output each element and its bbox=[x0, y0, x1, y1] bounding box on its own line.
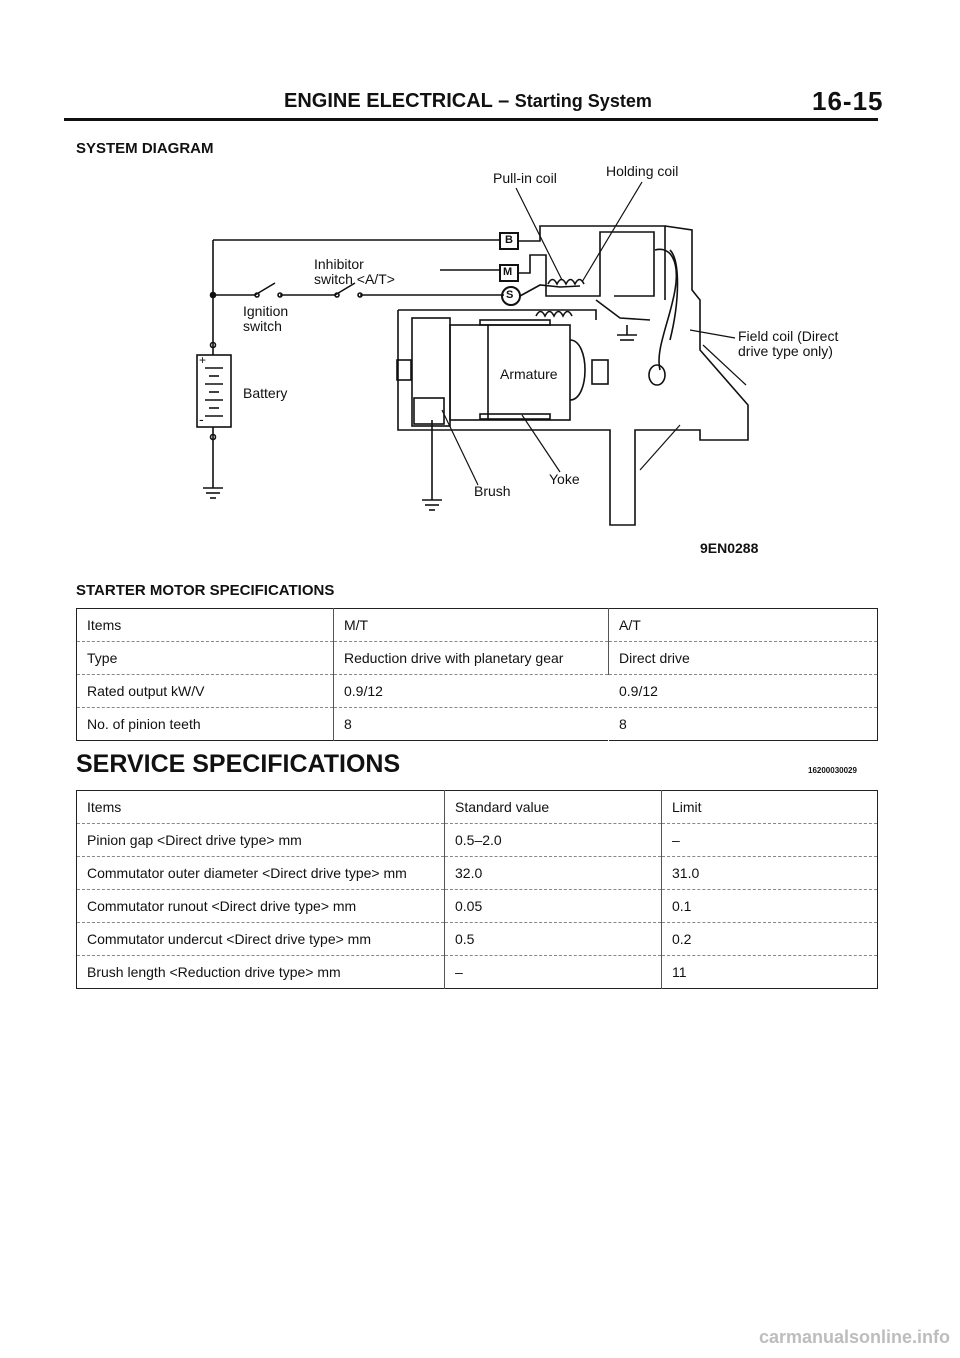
terminal-s-label: S bbox=[506, 289, 514, 301]
header-subtitle: Starting System bbox=[514, 91, 652, 111]
system-diagram-heading: SYSTEM DIAGRAM bbox=[76, 140, 214, 157]
table-row bbox=[77, 857, 878, 890]
table-cell: 0.9/12 bbox=[334, 675, 609, 708]
label-field-coil-line1: Field coil (Direct bbox=[738, 328, 839, 344]
label-field-coil-line2: drive type only) bbox=[738, 343, 833, 359]
brush-ground bbox=[422, 420, 442, 510]
table-cell: 0.05 bbox=[445, 890, 662, 923]
table-cell: Limit bbox=[662, 791, 878, 824]
table-cell: 0.9/12 bbox=[609, 675, 878, 708]
table-cell: Rated output kW/V bbox=[77, 675, 334, 708]
table-cell: Standard value bbox=[445, 791, 662, 824]
table-cell: A/T bbox=[609, 609, 878, 642]
label-pull-in-coil: Pull-in coil bbox=[493, 170, 557, 186]
watermark: carmanualsonline.info bbox=[758, 1327, 950, 1347]
starter-specs-table bbox=[76, 608, 878, 741]
table-cell: 32.0 bbox=[445, 857, 662, 890]
table-cell: Items bbox=[87, 617, 122, 633]
table-cell: Commutator undercut <Direct drive type> mm bbox=[77, 923, 445, 956]
table-cell: No. of pinion teeth bbox=[77, 708, 334, 741]
solenoid-ground bbox=[617, 325, 637, 340]
table-cell: Commutator outer diameter <Direct drive type> mm bbox=[77, 857, 445, 890]
service-specs-ref: 16200030029 bbox=[808, 766, 857, 775]
table-cell: 0.5 bbox=[445, 923, 662, 956]
table-cell: 0.1 bbox=[662, 890, 878, 923]
table-row bbox=[77, 923, 878, 956]
table-cell: Type bbox=[77, 642, 334, 675]
svg-text:-: - bbox=[199, 411, 204, 427]
table-cell: 0.2 bbox=[662, 923, 878, 956]
table-cell: 0.5–2.0 bbox=[445, 824, 662, 857]
label-ignition-line1: Ignition bbox=[243, 303, 289, 319]
table-cell: Pinion gap <Direct drive type> mm bbox=[77, 824, 445, 857]
table-row bbox=[77, 708, 878, 741]
terminal-b-label: B bbox=[505, 234, 513, 246]
label-brush: Brush bbox=[474, 483, 511, 499]
table-row bbox=[77, 956, 878, 989]
terminal-m-label: M bbox=[503, 266, 513, 278]
table-cell: 31.0 bbox=[662, 857, 878, 890]
table-row bbox=[77, 675, 878, 708]
table-row bbox=[77, 791, 878, 824]
battery-symbol bbox=[197, 343, 231, 499]
label-battery: Battery bbox=[243, 385, 288, 401]
svg-text:+: + bbox=[199, 353, 207, 367]
table-cell: 8 bbox=[609, 708, 878, 741]
table-row bbox=[77, 609, 878, 642]
table-cell: 8 bbox=[334, 708, 609, 741]
page-number: 16-15 bbox=[812, 86, 884, 116]
table-cell: Commutator runout <Direct drive type> mm bbox=[77, 890, 445, 923]
label-ignition-line2: switch bbox=[243, 318, 282, 334]
header-dash: – bbox=[498, 90, 510, 112]
solenoid-body bbox=[518, 226, 678, 385]
figure-code: 9EN0288 bbox=[700, 540, 759, 556]
service-specs-table bbox=[76, 790, 878, 989]
table-cell: Brush length <Reduction drive type> mm bbox=[77, 956, 445, 989]
label-yoke: Yoke bbox=[549, 471, 580, 487]
table-cell: – bbox=[662, 824, 878, 857]
table-cell: Direct drive bbox=[609, 642, 878, 675]
label-inhibitor-line1: Inhibitor bbox=[314, 256, 364, 272]
table-row bbox=[77, 824, 878, 857]
table-cell: M/T bbox=[334, 609, 609, 642]
table-cell: – bbox=[445, 956, 662, 989]
label-holding-coil: Holding coil bbox=[606, 163, 679, 179]
header-title-main: ENGINE ELECTRICAL bbox=[284, 90, 493, 112]
service-specs-heading: SERVICE SPECIFICATIONS bbox=[76, 750, 401, 778]
table-row bbox=[77, 642, 878, 675]
table-cell: 11 bbox=[662, 956, 878, 989]
starter-system-diagram bbox=[0, 0, 960, 560]
table-row bbox=[77, 890, 878, 923]
table-cell: Items bbox=[87, 799, 122, 815]
starter-specs-heading: STARTER MOTOR SPECIFICATIONS bbox=[76, 582, 335, 599]
table-cell: Reduction drive with planetary gear bbox=[334, 642, 609, 675]
label-inhibitor-line2: switch <A/T> bbox=[314, 271, 395, 287]
label-armature: Armature bbox=[500, 366, 558, 382]
